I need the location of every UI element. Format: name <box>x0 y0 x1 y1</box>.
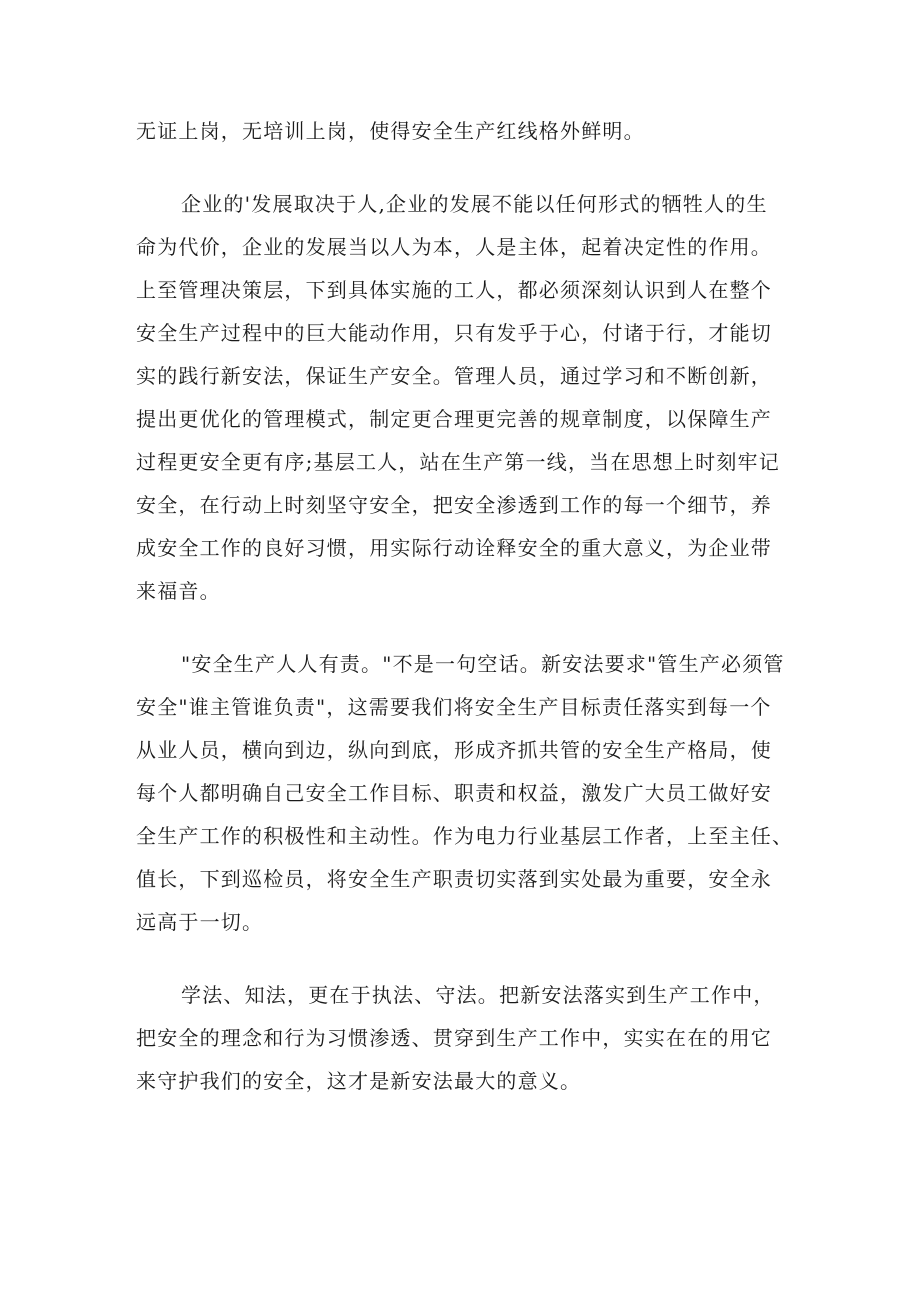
paragraph <box>136 183 791 613</box>
text-line: 来福音。 <box>136 579 221 603</box>
text-line: 远高于一切。 <box>136 910 264 934</box>
text-line: 命为代价，企业的发展当以人为本，人是主体，起着决定性的作用。 <box>136 235 772 259</box>
paragraph-spacing <box>136 153 791 183</box>
text-line: 把安全的理念和行为习惯渗透、贯穿到生产工作中，实实在在的用它 <box>136 1026 772 1050</box>
text-line: 实的践行新安法，保证生产安全。管理人员，通过学习和不断创新， <box>136 364 772 388</box>
paragraph <box>136 974 791 1103</box>
text-line: 从业人员，横向到边，纵向到底，形成齐抓共管的安全生产格局，使 <box>136 738 772 762</box>
text-line: 过程更安全更有序;基层工人，站在生产第一线，当在思想上时刻牢记 <box>136 450 780 474</box>
paragraph <box>136 110 791 153</box>
text-line: 来守护我们的安全，这才是新安法最大的意义。 <box>136 1069 582 1093</box>
paragraph-spacing <box>136 613 791 643</box>
text-line: 学法、知法，更在于执法、守法。把新安法落实到生产工作中， <box>181 983 775 1007</box>
text-line: 每个人都明确自己安全工作目标、职责和权益，激发广大员工做好安 <box>136 781 772 805</box>
paragraph-spacing <box>136 944 791 974</box>
text-line: "安全生产人人有责。"不是一句空话。新安法要求"管生产必须管 <box>181 652 785 676</box>
text-line: 安全生产过程中的巨大能动作用，只有发乎于心，付诸于行，才能切 <box>136 321 772 345</box>
text-line: 上至管理决策层，下到具体实施的工人，都必须深刻认识到人在整个 <box>136 278 772 302</box>
text-line: 安全，在行动上时刻坚守安全，把安全渗透到工作的每一个细节，养 <box>136 493 772 517</box>
text-line: 安全"谁主管谁负责"，这需要我们将安全生产目标责任落实到每一个 <box>136 695 772 719</box>
text-line: 值长，下到巡检员，将安全生产职责切实落到实处最为重要，安全永 <box>136 867 772 891</box>
text-line: 全生产工作的积极性和主动性。作为电力行业基层工作者，上至主任、 <box>136 824 794 848</box>
text-line: 提出更优化的管理模式，制定更合理更完善的规章制度，以保障生产 <box>136 407 772 431</box>
text-line: 无证上岗，无培训上岗，使得安全生产红线格外鲜明。 <box>136 119 645 143</box>
paragraph <box>136 643 794 944</box>
text-line: 成安全工作的良好习惯，用实际行动诠释安全的重大意义，为企业带 <box>136 536 772 560</box>
document-body <box>136 110 794 1103</box>
text-line: 企业的'发展取决于人,企业的发展不能以任何形式的牺牲人的生 <box>181 192 768 216</box>
